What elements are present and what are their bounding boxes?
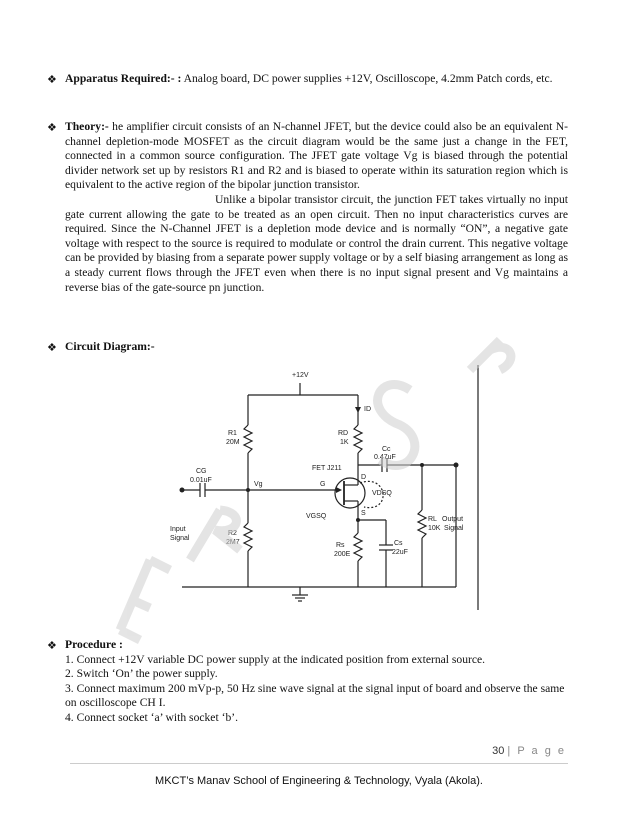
procedure-step-4: 4. Connect socket ‘a’ with socket ‘b’. [65, 710, 238, 724]
label-input-2: Signal [170, 535, 190, 542]
label-r1: R1 [228, 430, 237, 437]
label-cs-value: 22uF [392, 549, 408, 556]
label-d: D [361, 474, 367, 481]
diamond-bullet-icon: ❖ [47, 640, 57, 652]
rs-resistor [354, 533, 362, 561]
footer-divider [70, 763, 568, 764]
theory-paragraph-2: Unlike a bipolar transistor circuit, the junction FET takes virtually no input gate current allowing the gate to be treated as an open circuit. Then no input characteristics curves are required. Since the N-Channel JFET is a depletion mode device and is normally “ON”, a negative gate voltage with respect to the source is required to modulate or control the drain current. This negative voltage can be provided by biasing from a separate power supply voltage or by a self biasing arrangement as long as a steady current flows through the JFET even when there is no input signal present and Vg maintains a reverse bias of the gate-source pn junction. [65, 192, 568, 294]
page-number: 30 | P a g e [492, 745, 566, 757]
diamond-bullet-icon: ❖ [47, 342, 57, 354]
procedure-step-3: 3. Connect maximum 200 mVp-p, 50 Hz sine wave signal at the signal input of board and observe the same on oscilloscope CH I. [65, 681, 565, 710]
r2-resistor [244, 523, 252, 551]
label-rs-value: 200E [334, 551, 351, 558]
label-output-1: Output [442, 516, 464, 523]
apparatus-heading: Apparatus Required:- : [65, 72, 182, 85]
label-output-2: Signal [444, 525, 464, 532]
theory-heading: Theory:- [65, 120, 109, 133]
label-vdsq: VDSQ [372, 490, 392, 497]
rl-resistor [418, 510, 426, 538]
label-rs: Rs [336, 542, 345, 549]
diamond-bullet-icon: ❖ [47, 74, 57, 86]
label-cc-value: 0.47uF [374, 454, 396, 461]
label-r1-value: 20M [226, 439, 240, 446]
apparatus-section [48, 72, 568, 87]
procedure-section [48, 638, 568, 726]
label-g: G [320, 481, 326, 488]
theory-paragraph-1: he amplifier circuit consists of an N-channel JFET, but the device could also be an equivalent N-channel depletion-mode MOSFET as the circuit diagram would be the same just a change in the FET, connected in a common source configuration. The JFET gate voltage Vg is biased through the potential divider network set up by resistors R1 and R2 and is biased to operate within its saturation region which is equivalent to the active region of the bipolar junction transistor. [65, 120, 568, 192]
label-id: ID [364, 406, 371, 413]
diamond-bullet-icon: ❖ [47, 122, 57, 134]
label-vgsq: VGSQ [306, 513, 327, 520]
id-arrow-icon [355, 407, 361, 413]
label-r2: R2 [228, 530, 237, 537]
circuit-heading: Circuit Diagram:- [65, 340, 155, 353]
procedure-step-1: 1. Connect +12V variable DC power supply at the indicated position from external source. [65, 652, 486, 666]
theory-section [48, 120, 568, 295]
output-terminal [454, 463, 459, 468]
label-vg: Vg [254, 481, 263, 488]
r1-resistor [244, 425, 252, 453]
procedure-step-2: 2. Switch ‘On’ the power supply. [65, 667, 218, 681]
circuit-section [48, 340, 568, 355]
label-rd-value: 1K [340, 439, 349, 446]
label-r2-value: 2M7 [226, 539, 240, 546]
label-cg-value: 0.01uF [190, 477, 212, 484]
label-fet: FET J211 [312, 465, 342, 472]
jfet-amplifier-circuit-diagram [160, 355, 480, 615]
label-cc: Cc [382, 446, 391, 453]
label-rd: RD [338, 430, 349, 437]
label-rl-value: 10K [428, 525, 441, 532]
footer-institution: MKCT’s Manav School of Engineering & Technology, Vyala (Akola). [155, 775, 483, 787]
apparatus-text: Analog board, DC power supplies +12V, Oscilloscope, 4.2mm Patch cords, etc. [183, 72, 553, 85]
gate-arrow-icon [336, 487, 342, 493]
label-cg: CG [196, 468, 207, 475]
label-cs: Cs [394, 540, 403, 547]
label-vcc: +12V [292, 372, 309, 379]
input-terminal [180, 488, 185, 493]
label-rl: RL [428, 516, 437, 523]
rd-resistor [354, 425, 362, 453]
label-input-1: Input [170, 526, 186, 533]
procedure-heading: Procedure : [65, 638, 123, 651]
label-s: S [361, 510, 366, 517]
